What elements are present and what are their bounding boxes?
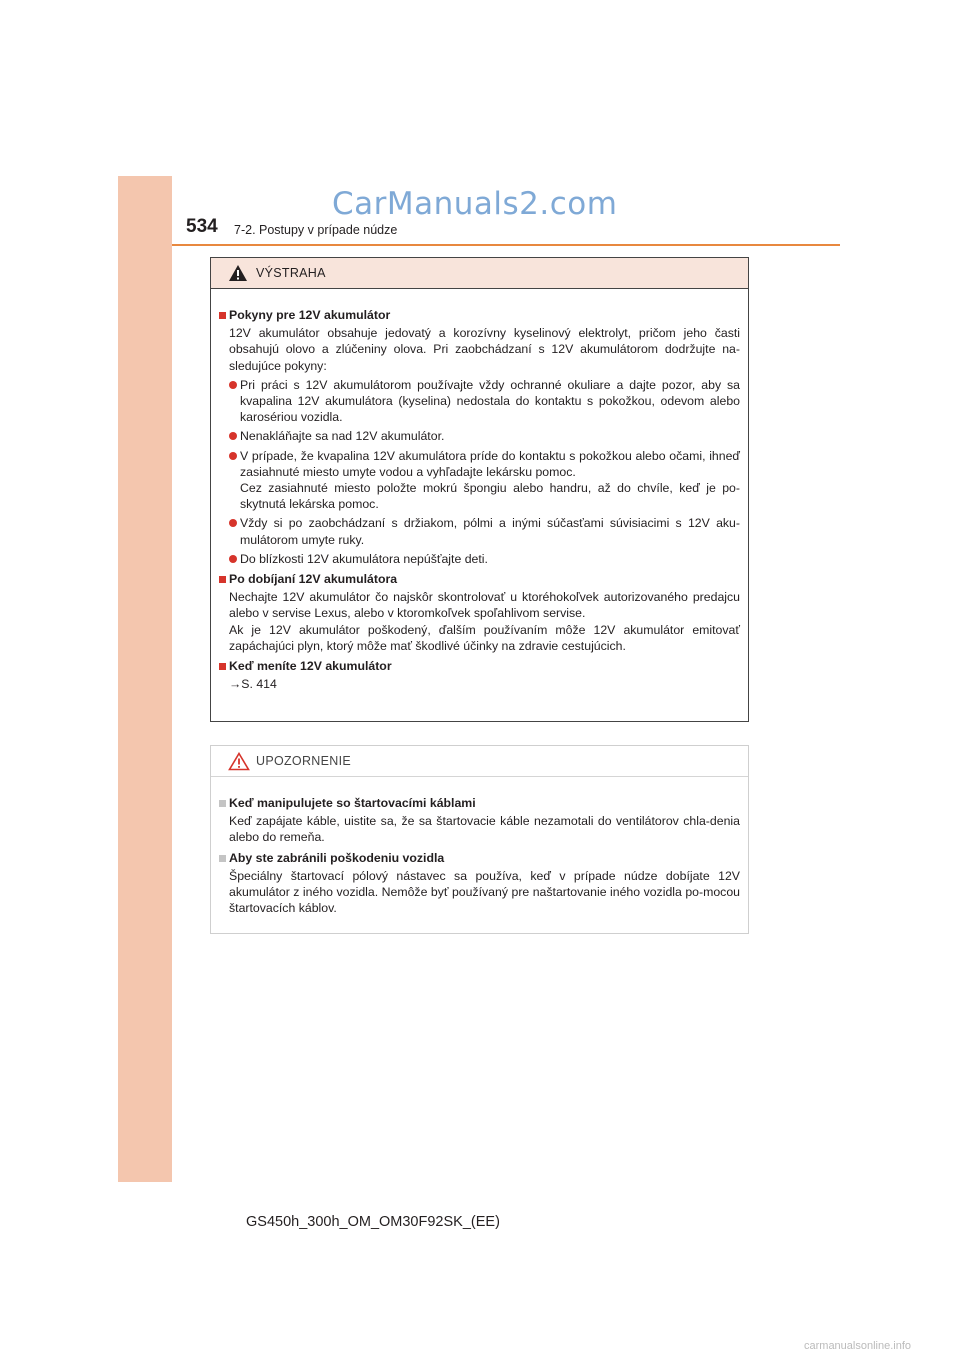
notice-cables-text: Keď zapájate káble, uistite sa, že sa štartovacie káble nezamotali do ventilátorov chla-denia alebo do remeňa.	[229, 814, 740, 845]
watermark-logo: CarManuals2.com	[332, 186, 618, 222]
square-bullet-icon	[219, 800, 226, 807]
warning-header	[211, 258, 748, 289]
notice-heading-cables: Keď manipulujete so štartovacími káblami	[219, 795, 740, 811]
list-item: V prípade, že kvapalina 12V akumulátora príde do kontaktu s pokožkou alebo očami, ihneď zasiahnuté miesto umyte vodou a vyhľadajte lekársku pomoc. Cez zasiahnuté miesto položte mokrú špongiu alebo handru, až do chvíle, keď je po-skytnutá lekárska pomoc.	[219, 448, 740, 513]
document-code-footer: GS450h_300h_OM_OM30F92SK_(EE)	[246, 1214, 500, 1230]
notice-body	[211, 777, 748, 916]
warning-box	[210, 257, 749, 722]
bullet-dot-icon	[229, 519, 237, 527]
bullet-dot-icon	[229, 381, 237, 389]
warning-body	[211, 289, 748, 692]
list-item: Pri práci s 12V akumulátorom používajte vždy ochranné okuliare a dajte pozor, aby sa kvapalina 12V akumulátora (kyselina) nedostala do kontaktu s pokožkou, odevom alebo karosériou vozidla.	[219, 377, 740, 426]
notice-header	[211, 746, 748, 777]
list-item: Vždy si po zaobchádzaní s držiakom, pólmi a inými súčasťami súvisiacimi s 12V aku-mulátorom umyte ruky.	[219, 515, 740, 547]
warning-heading-battery: Pokyny pre 12V akumulátor	[219, 307, 740, 323]
notice-damage-text: Špeciálny štartovací pólový nástavec sa používa, keď v prípade núdze dobíjate 12V akumulátor z iného vozidla. Nemôže byť používaný pre naštartovanie iného vozidla po-mocou štartovacích káblov.	[229, 868, 740, 916]
warning-intro: 12V akumulátor obsahuje jedovatý a korozívny kyselinový elektrolyt, pričom jeho časti obsahujú olovo a zlúčeniny olova. Pri zaobchádzaní s 12V akumulátorom dodržujte na-sledujúce pokyny:	[229, 326, 740, 373]
header-rule	[172, 244, 840, 246]
square-bullet-icon	[219, 663, 226, 670]
bullet-dot-icon	[229, 432, 237, 440]
square-bullet-icon	[219, 576, 226, 583]
warning-heading-after-charging: Po dobíjaní 12V akumulátora	[219, 571, 740, 587]
list-item: Nenakláňajte sa nad 12V akumulátor.	[219, 428, 740, 444]
bottom-watermark: carmanualsonline.info	[804, 1340, 912, 1352]
page-number: 534	[186, 216, 218, 237]
warning-title: VÝSTRAHA	[256, 266, 326, 280]
notice-heading-damage: Aby ste zabránili poškodeniu vozidla	[219, 850, 740, 866]
warning-after-charging-text: Nechajte 12V akumulátor čo najskôr skontrolovať u ktoréhokoľvek autorizovaného predajcu alebo v servise Lexus, alebo v ktoromkoľvek spoľahlivom servise. Ak je 12V akumulátor poškodený, ďalším používaním môže 12V akumulátor emitovať zapáchajúci plyn, ktorý môže mať škodlivé účinky na zdravie cestujúcich.	[229, 590, 740, 653]
square-bullet-icon	[219, 312, 226, 319]
caution-triangle-icon	[228, 752, 250, 771]
page-reference-link[interactable]: →S. 414	[229, 677, 277, 692]
square-bullet-icon	[219, 855, 226, 862]
warning-triangle-icon	[228, 264, 248, 282]
bullet-dot-icon	[229, 452, 237, 460]
bullet-dot-icon	[229, 555, 237, 563]
chapter-side-strip	[118, 176, 172, 1182]
list-item: Do blízkosti 12V akumulátora nepúšťajte deti.	[219, 551, 740, 567]
section-title: 7-2. Postupy v prípade núdze	[234, 223, 398, 237]
notice-title: UPOZORNENIE	[256, 754, 351, 768]
warning-heading-replace: Keď meníte 12V akumulátor	[219, 658, 740, 674]
notice-box	[210, 745, 749, 934]
